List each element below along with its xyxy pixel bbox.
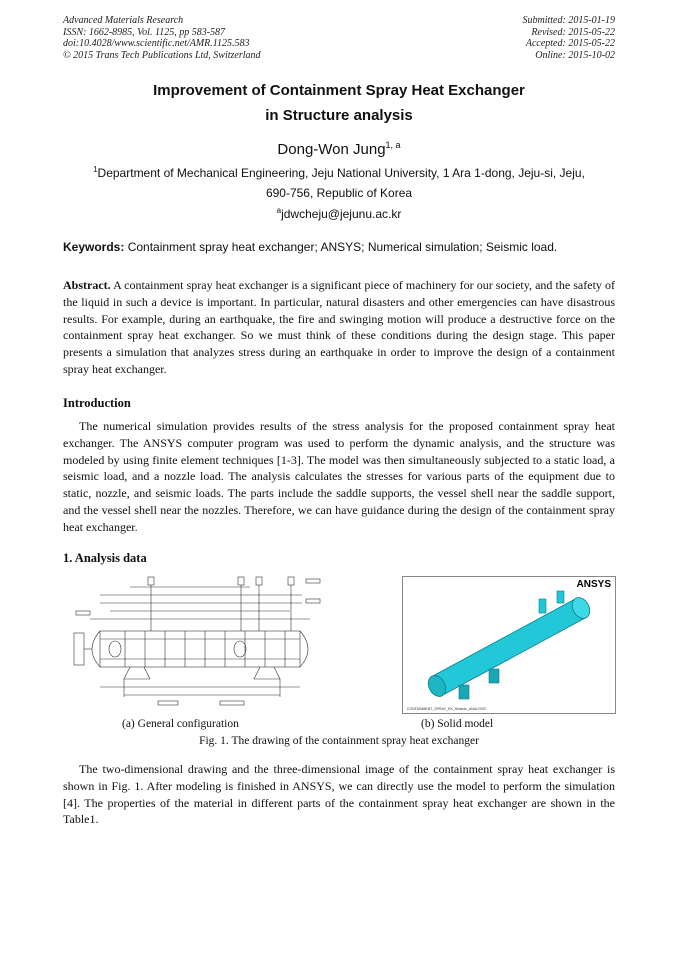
affiliation-line-2: 690-756, Republic of Korea: [265, 186, 413, 200]
abstract-label: Abstract.: [63, 278, 111, 292]
introduction-heading: Introduction: [63, 396, 131, 410]
keywords-text: Containment spray heat exchanger; ANSYS; Numerical simulation; Seismic load.: [124, 240, 558, 254]
body-paragraph-after-figure: The two-dimensional drawing and the three-dimensional image of the containment spray heat exchanger is shown in Fig. 1. After modeling is finished in ANSYS, we can directly use the model to perform the simulation [4]. The properties of the material in different parts of the containment spray heat exchanger are shown in the Table1.: [63, 762, 615, 827]
abstract-text: A containment spray heat exchanger is a significant piece of machinery for our society, and the safety of the liquid in such a device is important. In particular, natural disasters and other emergencies can have disastrous results. For example, during an earthquake, the fire and swinging motion will produce a destructive force on the containment spray heat exchanger. So we must think of these conditions during the design stage. This paper presents a simulation that analyzes stress during an earthquake in order to improve the design of a containment spray heat exchanger.: [63, 278, 615, 376]
ansys-logo: ANSYS: [576, 579, 611, 590]
journal-header-right: [523, 15, 616, 61]
introduction-text: The numerical simulation provides results of the stress analysis for the proposed containment spray heat exchanger. The ANSYS computer program was used to perform the dynamic analysis, and the structure was modeled by using finite element techniques [1-3]. The model was then simultaneously subjected to a static load, a seismic load, and a nozzle load. The analysis calculates the stresses for various parts of the equipment due to static, nozzle, and seismic loads. The parts include the saddle supports, the vessel shell near the saddle support, and the vessel shell near the nozzles. Therefore, we can have guidance during the design of the containment spray heat exchanger.: [63, 419, 615, 534]
affiliation-text-1: Department of Mechanical Engineering, Jeju National University, 1 Ara 1-dong, Jeju-si, Jeju,: [97, 166, 585, 180]
figure-caption-b: (b) Solid model: [421, 718, 494, 730]
journal-header-left: [63, 15, 261, 61]
solid-model-image: [402, 576, 616, 714]
keywords-label: Keywords:: [63, 240, 125, 254]
figure-1-caption: Fig. 1. The drawing of the containment spray heat exchanger: [199, 735, 479, 747]
affiliation-line-1: [0, 165, 678, 180]
section-1-heading: 1. Analysis data: [63, 551, 147, 565]
submitted-date: Submitted: 2015-01-19: [522, 15, 615, 26]
copyright-line: © 2015 Trans Tech Publications Ltd, Switzerland: [63, 49, 261, 61]
heat-exchanger-3d-model: [425, 591, 593, 699]
journal-name: Advanced Materials Research: [63, 15, 184, 26]
author: [0, 140, 678, 158]
author-name: Dong-Won Jung: [277, 141, 386, 158]
figure-caption-a: (a) General configuration: [122, 718, 239, 730]
affiliation-email: [0, 206, 678, 221]
paper-title-line-2: in Structure analysis: [265, 107, 413, 124]
general-configuration-drawing: [70, 573, 332, 715]
issn-line: ISSN: 1662-8985, Vol. 1125, pp 583-587: [63, 26, 226, 38]
paper-title-line-1: Improvement of Containment Spray Heat Exchanger: [153, 82, 525, 99]
abstract: [63, 277, 615, 378]
email-sup: a: [276, 206, 282, 215]
doi-line: doi:10.4028/www.scientific.net/AMR.1125.583: [63, 38, 250, 49]
online-date: Online: 2015-10-02: [535, 49, 615, 61]
affiliation-sup: 1: [93, 165, 98, 174]
author-sup: 1, a: [385, 140, 401, 150]
accepted-date: Accepted: 2015-05-22: [525, 38, 615, 49]
email-text[interactable]: jdwcheju@jejunu.ac.kr: [281, 207, 402, 221]
keywords: [63, 240, 618, 254]
ansys-footer-text: CONTAINMENT_SPRAY_HX_Seismic_ANALYSIS: [407, 707, 486, 711]
revised-date: Revised: 2015-05-22: [531, 26, 615, 38]
